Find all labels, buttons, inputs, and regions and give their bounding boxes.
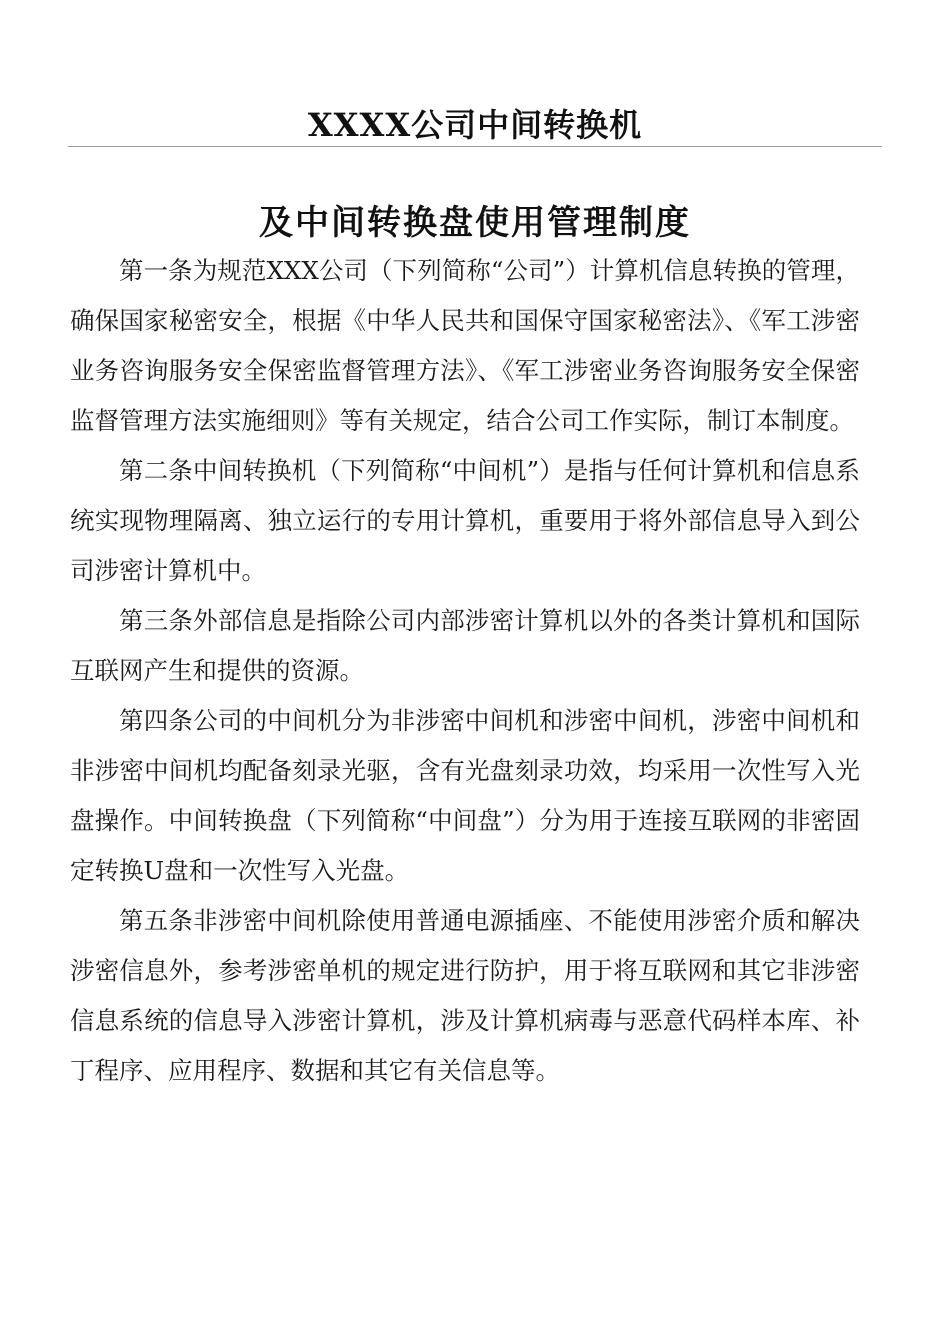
document-body: [70, 246, 860, 1096]
article-4: 第四条公司的中间机分为非涉密中间机和涉密中间机，涉密中间机和非涉密中间机均配备刻录光驱，含有光盘刻录功效，均采用一次性写入光盘操作。中间转换盘（下列简称“中间盘”）分为用于连接互联网的非密固定转换U盘和一次性写入光盘。: [70, 706, 860, 885]
document-title: 及中间转换盘使用管理制度: [259, 203, 691, 243]
article-5: 第五条非涉密中间机除使用普通电源插座、不能使用涉密介质和解决涉密信息外，参考涉密单机的规定进行防护，用于将互联网和其它非涉密信息系统的信息导入涉密计算机，涉及计算机病毒与恶意代码样本库、补丁程序、应用程序、数据和其它有关信息等。: [70, 906, 860, 1085]
article-2: 第二条中间转换机（下列简称“中间机”）是指与任何计算机和信息系统实现物理隔离、独立运行的专用计算机，重要用于将外部信息导入到公司涉密计算机中。: [70, 456, 860, 585]
header-title: XXXX公司中间转换机: [307, 106, 643, 144]
header-divider: [68, 146, 882, 147]
article-1: 第一条为规范XXX公司（下列简称“公司”）计算机信息转换的管理，确保国家秘密安全，根据《中华人民共和国保守国家秘密法》、《军工涉密业务咨询服务安全保密监督管理方法》、《军工涉密业务咨询服务安全保密监督管理方法实施细则》等有关规定，结合公司工作实际，制订本制度。: [70, 256, 860, 435]
article-3: 第三条外部信息是指除公司内部涉密计算机以外的各类计算机和国际互联网产生和提供的资源。: [70, 606, 860, 685]
